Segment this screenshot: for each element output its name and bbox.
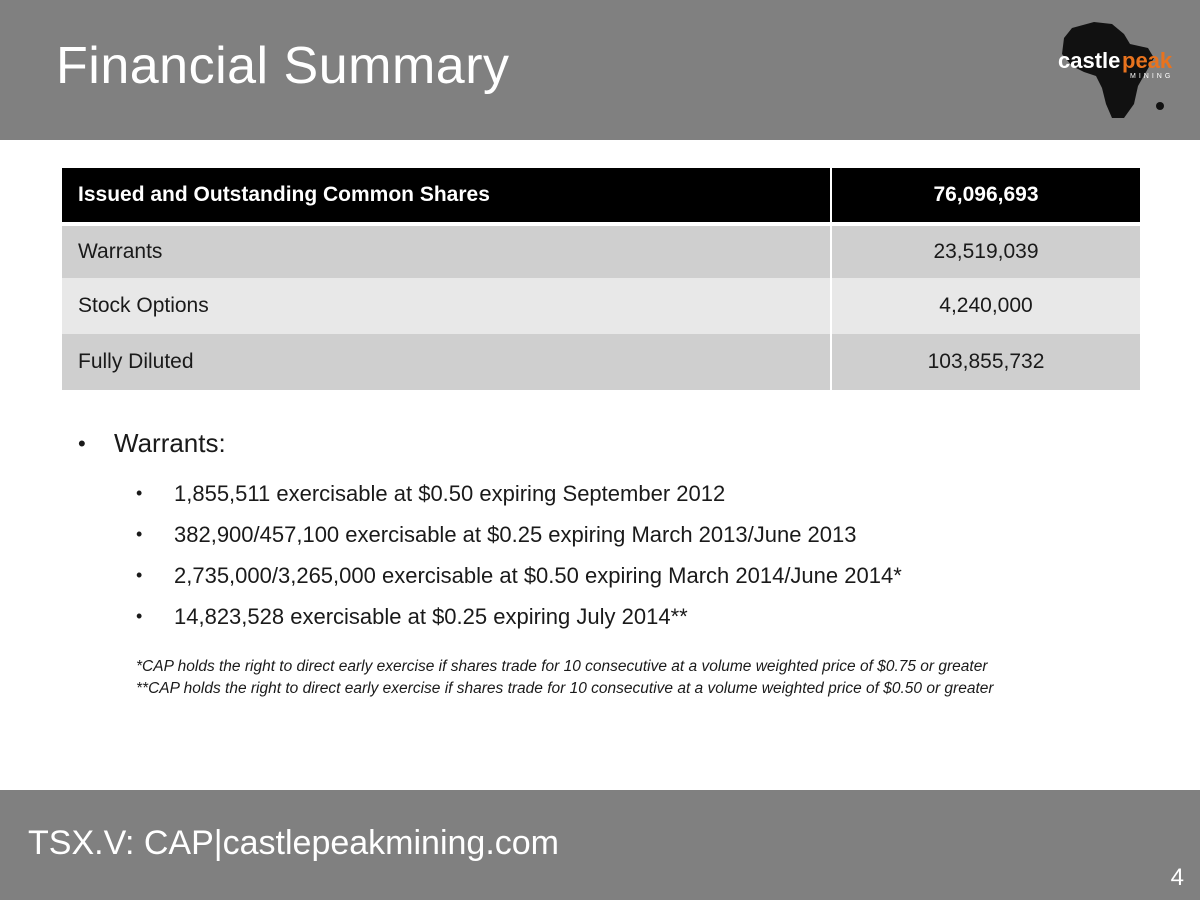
slide-footer <box>0 790 1200 900</box>
table-cell-label: Warrants <box>62 222 830 278</box>
share-structure-table <box>62 168 1140 390</box>
page-number: 4 <box>1170 864 1184 891</box>
list-item <box>136 514 1138 555</box>
table-header-row <box>62 168 1140 222</box>
list-item <box>136 555 1138 596</box>
bullet-icon: • <box>136 483 143 503</box>
bullet-icon: • <box>136 524 143 544</box>
list-item-text: 2,735,000/3,265,000 exercisable at $0.50 expiring March 2014/June 2014* <box>174 562 902 588</box>
warrant-list <box>136 473 1138 637</box>
bullet-icon: • <box>136 565 143 585</box>
slide-header <box>0 0 1200 140</box>
table-row <box>62 334 1140 390</box>
list-item-text: 382,900/457,100 exercisable at $0.25 expiring March 2013/June 2013 <box>174 521 857 547</box>
table-row <box>62 222 1140 278</box>
table-cell-label: Stock Options <box>62 278 830 334</box>
list-item-text: 1,855,511 exercisable at $0.50 expiring September 2012 <box>174 480 726 506</box>
bullet-icon: • <box>136 606 143 626</box>
table-cell-value: 23,519,039 <box>830 222 1140 278</box>
castlepeak-logo <box>1050 14 1190 124</box>
footnotes <box>136 656 1136 700</box>
list-item <box>136 596 1138 637</box>
list-item <box>136 473 1138 514</box>
table-row <box>62 278 1140 334</box>
footnote: *CAP holds the right to direct early exercise if shares trade for 10 consecutive at a volume weighted price of $0.75 or greater <box>136 658 988 675</box>
table-cell-label: Fully Diluted <box>62 334 830 390</box>
warrants-section <box>78 428 1138 637</box>
table-cell-value: 4,240,000 <box>830 278 1140 334</box>
footer-text: TSX.V: CAP|castlepeakmining.com <box>28 824 560 862</box>
table-header-label: Issued and Outstanding Common Shares <box>62 168 830 222</box>
logo-text-peak: peak <box>1122 48 1173 73</box>
logo-text-mining: MINING <box>1130 73 1174 80</box>
slide-title: Financial Summary <box>56 37 510 95</box>
table-cell-value: 103,855,732 <box>830 334 1140 390</box>
table-header-value: 76,096,693 <box>830 168 1140 222</box>
logo-text-castle: castle <box>1058 48 1121 73</box>
bullet-icon: • <box>78 430 86 456</box>
bullet-heading-text: Warrants: <box>114 428 226 458</box>
list-item-text: 14,823,528 exercisable at $0.25 expiring July 2014** <box>174 603 688 629</box>
bullet-heading <box>78 428 1138 459</box>
footnote: **CAP holds the right to direct early exercise if shares trade for 10 consecutive at a volume weighted price of $0.50 or greater <box>136 680 994 697</box>
